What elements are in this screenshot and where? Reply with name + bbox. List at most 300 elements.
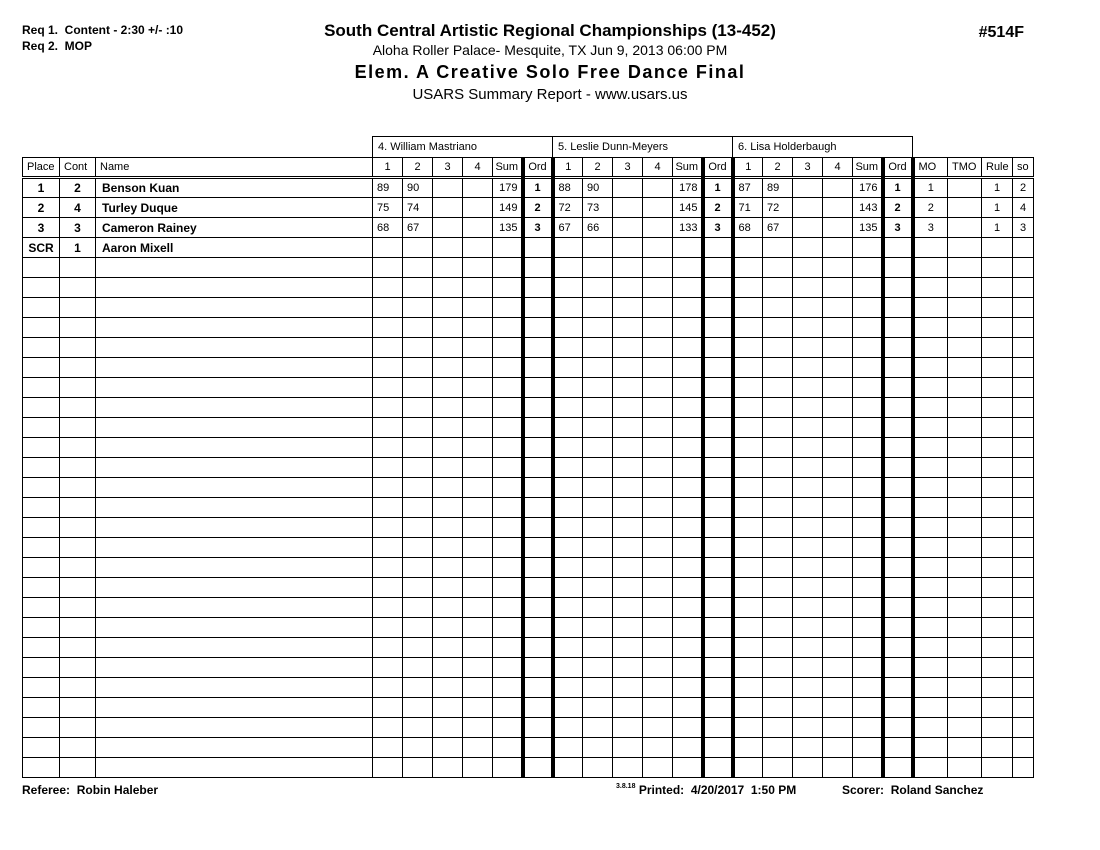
cell-judge1-ord: 2: [523, 198, 553, 218]
cell-judge3-score1: [733, 238, 763, 258]
cell-judge1-sum: [493, 498, 523, 518]
cell-judge2-sum: [673, 718, 703, 738]
cell-judge3-score1: [733, 258, 763, 278]
cell-judge1-score4: [463, 298, 493, 318]
cell-judge2-score3: [613, 278, 643, 298]
cell-so: 3: [1013, 218, 1034, 238]
cell-mo: [913, 458, 948, 478]
cell-judge2-ord: [703, 698, 733, 718]
cell-judge2-score2: [583, 578, 613, 598]
cell-place: 2: [23, 198, 60, 218]
cell-judge2-score2: [583, 298, 613, 318]
cell-judge3-ord: [883, 378, 913, 398]
cell-judge3-score1: [733, 338, 763, 358]
table-row: [23, 418, 1034, 438]
cell-so: [1013, 458, 1034, 478]
cell-judge2-score1: [553, 658, 583, 678]
cell-judge3-score1: [733, 438, 763, 458]
cell-judge3-score4: [823, 478, 853, 498]
cell-judge1-score1: [373, 358, 403, 378]
cell-tmo: [948, 578, 982, 598]
cell-mo: [913, 398, 948, 418]
cell-judge2-ord: [703, 258, 733, 278]
cell-judge3-score2: [763, 318, 793, 338]
cell-judge1-ord: [523, 258, 553, 278]
cell-judge1-score2: [403, 318, 433, 338]
table-row: [23, 438, 1034, 458]
cell-judge3-score4: [823, 258, 853, 278]
table-row: [23, 178, 1034, 198]
cell-judge3-score3: [793, 478, 823, 498]
cell-judge1-sum: [493, 318, 523, 338]
cell-judge1-score4: [463, 398, 493, 418]
cell-judge2-score2: [583, 498, 613, 518]
cell-judge1-score4: [463, 638, 493, 658]
cell-mo: [913, 478, 948, 498]
cell-mo: [913, 698, 948, 718]
cell-judge3-score3: [793, 618, 823, 638]
cell-judge2-ord: [703, 638, 733, 658]
cell-judge3-score4: [823, 358, 853, 378]
cell-judge2-score1: 72: [553, 198, 583, 218]
cell-judge1-score3: [433, 498, 463, 518]
cell-judge2-score1: [553, 698, 583, 718]
cell-judge2-ord: [703, 558, 733, 578]
cell-judge2-score2: [583, 338, 613, 358]
cell-judge3-score2: [763, 518, 793, 538]
cell-so: [1013, 238, 1034, 258]
cell-judge2-score3: [613, 558, 643, 578]
cell-judge2-ord: [703, 278, 733, 298]
cell-judge1-score2: [403, 258, 433, 278]
cell-mo: [913, 358, 948, 378]
cell-judge2-score3: [613, 458, 643, 478]
scorer-line: [842, 783, 983, 797]
cell-judge3-score4: [823, 518, 853, 538]
cell-so: [1013, 398, 1034, 418]
cell-judge1-score1: [373, 578, 403, 598]
cell-judge1-score3: [433, 578, 463, 598]
table-row: [23, 318, 1034, 338]
cell-tmo: [948, 458, 982, 478]
cell-mo: 2: [913, 198, 948, 218]
cell-judge2-sum: [673, 538, 703, 558]
cell-judge2-score2: [583, 538, 613, 558]
cell-judge2-score2: [583, 758, 613, 778]
cell-judge3-score3: [793, 178, 823, 198]
cell-judge3-score4: [823, 658, 853, 678]
cell-judge3-score3: [793, 538, 823, 558]
cell-judge1-sum: 149: [493, 198, 523, 218]
cell-judge3-score3: [793, 598, 823, 618]
cell-judge2-score2: [583, 258, 613, 278]
cell-cont: [60, 698, 96, 718]
cell-judge2-score3: [613, 678, 643, 698]
cell-judge1-score4: [463, 698, 493, 718]
championship-title: South Central Artistic Regional Championships (13-452): [324, 21, 776, 40]
cell-judge1-score3: [433, 218, 463, 238]
cell-judge3-score2: [763, 618, 793, 638]
cell-judge2-score4: [643, 518, 673, 538]
cell-judge1-sum: [493, 478, 523, 498]
cell-judge1-sum: [493, 298, 523, 318]
cell-place: [23, 258, 60, 278]
cell-tmo: [948, 498, 982, 518]
cell-skater-name: [96, 578, 373, 598]
cell-judge3-score4: [823, 598, 853, 618]
cell-judge2-score1: [553, 458, 583, 478]
cell-judge1-score2: [403, 398, 433, 418]
cell-judge2-score4: [643, 258, 673, 278]
cell-judge2-score3: [613, 318, 643, 338]
cell-judge3-sum: [853, 398, 883, 418]
cell-judge3-score2: [763, 538, 793, 558]
cell-mo: [913, 418, 948, 438]
cell-judge2-score4: [643, 298, 673, 318]
cell-judge2-score1: [553, 258, 583, 278]
cell-judge1-score3: [433, 258, 463, 278]
header-so: so: [1013, 158, 1034, 178]
cell-judge1-score1: [373, 438, 403, 458]
cell-tmo: [948, 238, 982, 258]
table-row: [23, 478, 1034, 498]
cell-place: [23, 398, 60, 418]
printed-value: 4/20/2017 1:50 PM: [690, 783, 797, 797]
cell-judge2-ord: [703, 438, 733, 458]
cell-judge3-score4: [823, 398, 853, 418]
cell-judge2-score2: 90: [583, 178, 613, 198]
cell-cont: 2: [60, 178, 96, 198]
table-row: [23, 678, 1034, 698]
cell-judge1-sum: 135: [493, 218, 523, 238]
title-block: [0, 20, 1100, 105]
cell-judge1-score2: [403, 558, 433, 578]
cell-judge1-ord: [523, 518, 553, 538]
cell-judge2-score1: [553, 418, 583, 438]
cell-skater-name: Aaron Mixell: [96, 238, 373, 258]
cell-judge3-score4: [823, 558, 853, 578]
header-judge3-ord: Ord: [883, 158, 913, 178]
cell-cont: [60, 538, 96, 558]
cell-judge1-score1: [373, 378, 403, 398]
cell-so: [1013, 478, 1034, 498]
cell-judge3-ord: [883, 538, 913, 558]
cell-judge2-score2: [583, 698, 613, 718]
software-version: 3.8.18: [616, 783, 636, 790]
cell-judge2-score1: [553, 478, 583, 498]
cell-judge2-score3: [613, 258, 643, 278]
cell-judge3-sum: [853, 598, 883, 618]
cell-judge1-score3: [433, 478, 463, 498]
cell-tmo: [948, 278, 982, 298]
cell-judge2-ord: [703, 398, 733, 418]
cell-place: [23, 638, 60, 658]
cell-judge2-sum: [673, 738, 703, 758]
cell-judge2-score2: [583, 378, 613, 398]
cell-tmo: [948, 258, 982, 278]
cell-judge1-score3: [433, 658, 463, 678]
cell-mo: [913, 238, 948, 258]
cell-judge2-score4: [643, 558, 673, 578]
cell-judge3-score1: [733, 538, 763, 558]
cell-mo: [913, 338, 948, 358]
cell-judge3-sum: [853, 378, 883, 398]
cell-mo: [913, 258, 948, 278]
cell-judge3-score4: [823, 738, 853, 758]
cell-judge1-ord: [523, 418, 553, 438]
cell-judge2-score2: [583, 418, 613, 438]
cell-judge2-ord: [703, 378, 733, 398]
cell-rule: [982, 318, 1013, 338]
cell-judge3-score4: [823, 458, 853, 478]
cell-mo: [913, 318, 948, 338]
cell-judge1-score2: [403, 538, 433, 558]
cell-skater-name: [96, 558, 373, 578]
cell-tmo: [948, 538, 982, 558]
cell-mo: 3: [913, 218, 948, 238]
cell-judge1-ord: [523, 598, 553, 618]
cell-judge1-ord: [523, 718, 553, 738]
cell-judge1-score4: [463, 718, 493, 738]
cell-judge1-score1: [373, 538, 403, 558]
header-judge2-1: 1: [553, 158, 583, 178]
table-row: [23, 498, 1034, 518]
cell-judge2-score1: [553, 558, 583, 578]
cell-judge2-score4: [643, 698, 673, 718]
cell-judge3-score2: [763, 698, 793, 718]
cell-skater-name: [96, 318, 373, 338]
cell-judge2-score1: [553, 598, 583, 618]
cell-judge3-ord: 2: [883, 198, 913, 218]
cell-judge1-score1: [373, 498, 403, 518]
cell-judge1-score4: [463, 238, 493, 258]
cell-judge2-ord: [703, 338, 733, 358]
cell-judge1-score3: [433, 418, 463, 438]
cell-judge1-score2: [403, 718, 433, 738]
table-row: [23, 718, 1034, 738]
cell-judge2-score1: [553, 678, 583, 698]
cell-tmo: [948, 598, 982, 618]
cell-judge3-score4: [823, 578, 853, 598]
header-rule: Rule: [982, 158, 1013, 178]
cell-judge1-score1: [373, 718, 403, 738]
cell-mo: [913, 498, 948, 518]
cell-cont: [60, 358, 96, 378]
cell-judge2-score1: [553, 338, 583, 358]
cell-judge2-ord: [703, 498, 733, 518]
cell-cont: [60, 298, 96, 318]
cell-judge1-score4: [463, 498, 493, 518]
cell-judge1-score2: [403, 498, 433, 518]
cell-judge1-score2: [403, 298, 433, 318]
cell-judge3-score2: [763, 418, 793, 438]
header-judge3-4: 4: [823, 158, 853, 178]
cell-judge3-sum: [853, 298, 883, 318]
cell-tmo: [948, 198, 982, 218]
cell-judge3-score2: [763, 398, 793, 418]
cell-judge3-ord: [883, 438, 913, 458]
cell-place: [23, 438, 60, 458]
cell-judge2-score3: [613, 638, 643, 658]
cell-judge3-sum: 143: [853, 198, 883, 218]
cell-judge3-sum: [853, 538, 883, 558]
cell-judge1-score3: [433, 198, 463, 218]
cell-judge2-sum: [673, 578, 703, 598]
cell-so: [1013, 438, 1034, 458]
cell-judge1-score4: [463, 578, 493, 598]
cell-judge3-score2: 89: [763, 178, 793, 198]
cell-judge2-ord: [703, 458, 733, 478]
cell-judge3-score4: [823, 318, 853, 338]
cell-judge2-score4: [643, 178, 673, 198]
cell-judge3-score1: [733, 278, 763, 298]
cell-judge1-ord: [523, 578, 553, 598]
cell-so: [1013, 258, 1034, 278]
cell-judge1-ord: [523, 278, 553, 298]
cell-judge2-score2: [583, 638, 613, 658]
cell-judge3-sum: [853, 518, 883, 538]
table-row: [23, 258, 1034, 278]
cell-mo: 1: [913, 178, 948, 198]
cell-so: [1013, 338, 1034, 358]
cell-judge3-sum: [853, 438, 883, 458]
cell-judge2-sum: [673, 438, 703, 458]
cell-tmo: [948, 558, 982, 578]
cell-judge1-ord: [523, 238, 553, 258]
cell-judge3-score1: 87: [733, 178, 763, 198]
cell-skater-name: Turley Duque: [96, 198, 373, 218]
cell-tmo: [948, 478, 982, 498]
cell-judge2-sum: [673, 338, 703, 358]
cell-judge2-sum: [673, 518, 703, 538]
cell-judge3-score1: [733, 698, 763, 718]
cell-judge3-ord: [883, 418, 913, 438]
cell-judge2-score4: [643, 458, 673, 478]
cell-judge1-score2: 67: [403, 218, 433, 238]
cell-judge1-sum: [493, 578, 523, 598]
cell-judge2-ord: [703, 418, 733, 438]
cell-judge1-ord: [523, 658, 553, 678]
cell-skater-name: [96, 478, 373, 498]
cell-place: 3: [23, 218, 60, 238]
cell-judge2-sum: [673, 678, 703, 698]
cell-rule: [982, 658, 1013, 678]
cell-rule: [982, 598, 1013, 618]
cell-judge1-score3: [433, 378, 463, 398]
cell-judge1-score1: 89: [373, 178, 403, 198]
cell-judge2-score2: [583, 438, 613, 458]
req-line-1: Req 1. Content - 2:30 +/- :10: [22, 23, 184, 37]
cell-judge1-sum: [493, 438, 523, 458]
cell-judge3-sum: [853, 338, 883, 358]
cell-judge1-ord: [523, 738, 553, 758]
cell-place: [23, 658, 60, 678]
cell-judge2-sum: [673, 238, 703, 258]
cell-judge2-ord: [703, 678, 733, 698]
cell-judge2-score4: [643, 278, 673, 298]
header-judge3-3: 3: [793, 158, 823, 178]
cell-judge2-score4: [643, 378, 673, 398]
cell-judge1-score1: [373, 238, 403, 258]
cell-judge2-score3: [613, 238, 643, 258]
cell-judge2-score4: [643, 498, 673, 518]
cell-judge2-ord: 3: [703, 218, 733, 238]
cell-judge3-ord: [883, 518, 913, 538]
cell-judge2-score3: [613, 618, 643, 638]
cell-judge3-ord: [883, 278, 913, 298]
cell-mo: [913, 278, 948, 298]
cell-judge3-ord: [883, 338, 913, 358]
cell-cont: [60, 618, 96, 638]
cell-judge3-ord: [883, 298, 913, 318]
cell-judge2-sum: 178: [673, 178, 703, 198]
cell-judge1-sum: [493, 258, 523, 278]
cell-rule: [982, 418, 1013, 438]
table-row: [23, 658, 1034, 678]
cell-judge1-score1: [373, 678, 403, 698]
cell-judge2-score1: 88: [553, 178, 583, 198]
cell-judge2-score3: [613, 718, 643, 738]
cell-judge2-sum: [673, 278, 703, 298]
cell-cont: [60, 478, 96, 498]
cell-judge3-score3: [793, 218, 823, 238]
cell-judge3-ord: [883, 598, 913, 618]
cell-judge3-score4: [823, 218, 853, 238]
cell-tmo: [948, 338, 982, 358]
cell-skater-name: [96, 658, 373, 678]
table-row: [23, 238, 1034, 258]
cell-judge1-score2: [403, 658, 433, 678]
cell-so: 4: [1013, 198, 1034, 218]
cell-skater-name: [96, 758, 373, 778]
cell-judge3-score2: [763, 298, 793, 318]
cell-judge2-score4: [643, 678, 673, 698]
cell-judge2-score4: [643, 598, 673, 618]
cell-judge1-score4: [463, 658, 493, 678]
cell-judge1-ord: [523, 638, 553, 658]
cell-mo: [913, 378, 948, 398]
cell-judge3-score3: [793, 238, 823, 258]
cell-judge3-score3: [793, 518, 823, 538]
cell-skater-name: [96, 338, 373, 358]
cell-judge1-sum: [493, 518, 523, 538]
cell-judge2-score2: [583, 398, 613, 418]
cell-judge1-score4: [463, 358, 493, 378]
cell-judge1-score2: [403, 238, 433, 258]
cell-so: [1013, 618, 1034, 638]
cell-judge1-score2: [403, 638, 433, 658]
cell-so: [1013, 278, 1034, 298]
cell-judge2-ord: [703, 318, 733, 338]
cell-judge2-score1: [553, 518, 583, 538]
cell-judge1-score4: [463, 178, 493, 198]
cell-judge2-sum: [673, 618, 703, 638]
event-number: #514F: [978, 24, 1024, 41]
table-row: [23, 598, 1034, 618]
event-title: Elem. A Creative Solo Free Dance Final: [354, 62, 746, 82]
cell-place: [23, 278, 60, 298]
cell-judge2-score2: [583, 318, 613, 338]
cell-rule: [982, 758, 1013, 778]
cell-judge3-score4: [823, 238, 853, 258]
cell-rule: [982, 698, 1013, 718]
cell-judge3-score3: [793, 298, 823, 318]
cell-judge3-score1: [733, 498, 763, 518]
cell-judge1-sum: [493, 398, 523, 418]
cell-judge1-ord: [523, 298, 553, 318]
cell-judge1-score2: [403, 698, 433, 718]
cell-place: [23, 698, 60, 718]
